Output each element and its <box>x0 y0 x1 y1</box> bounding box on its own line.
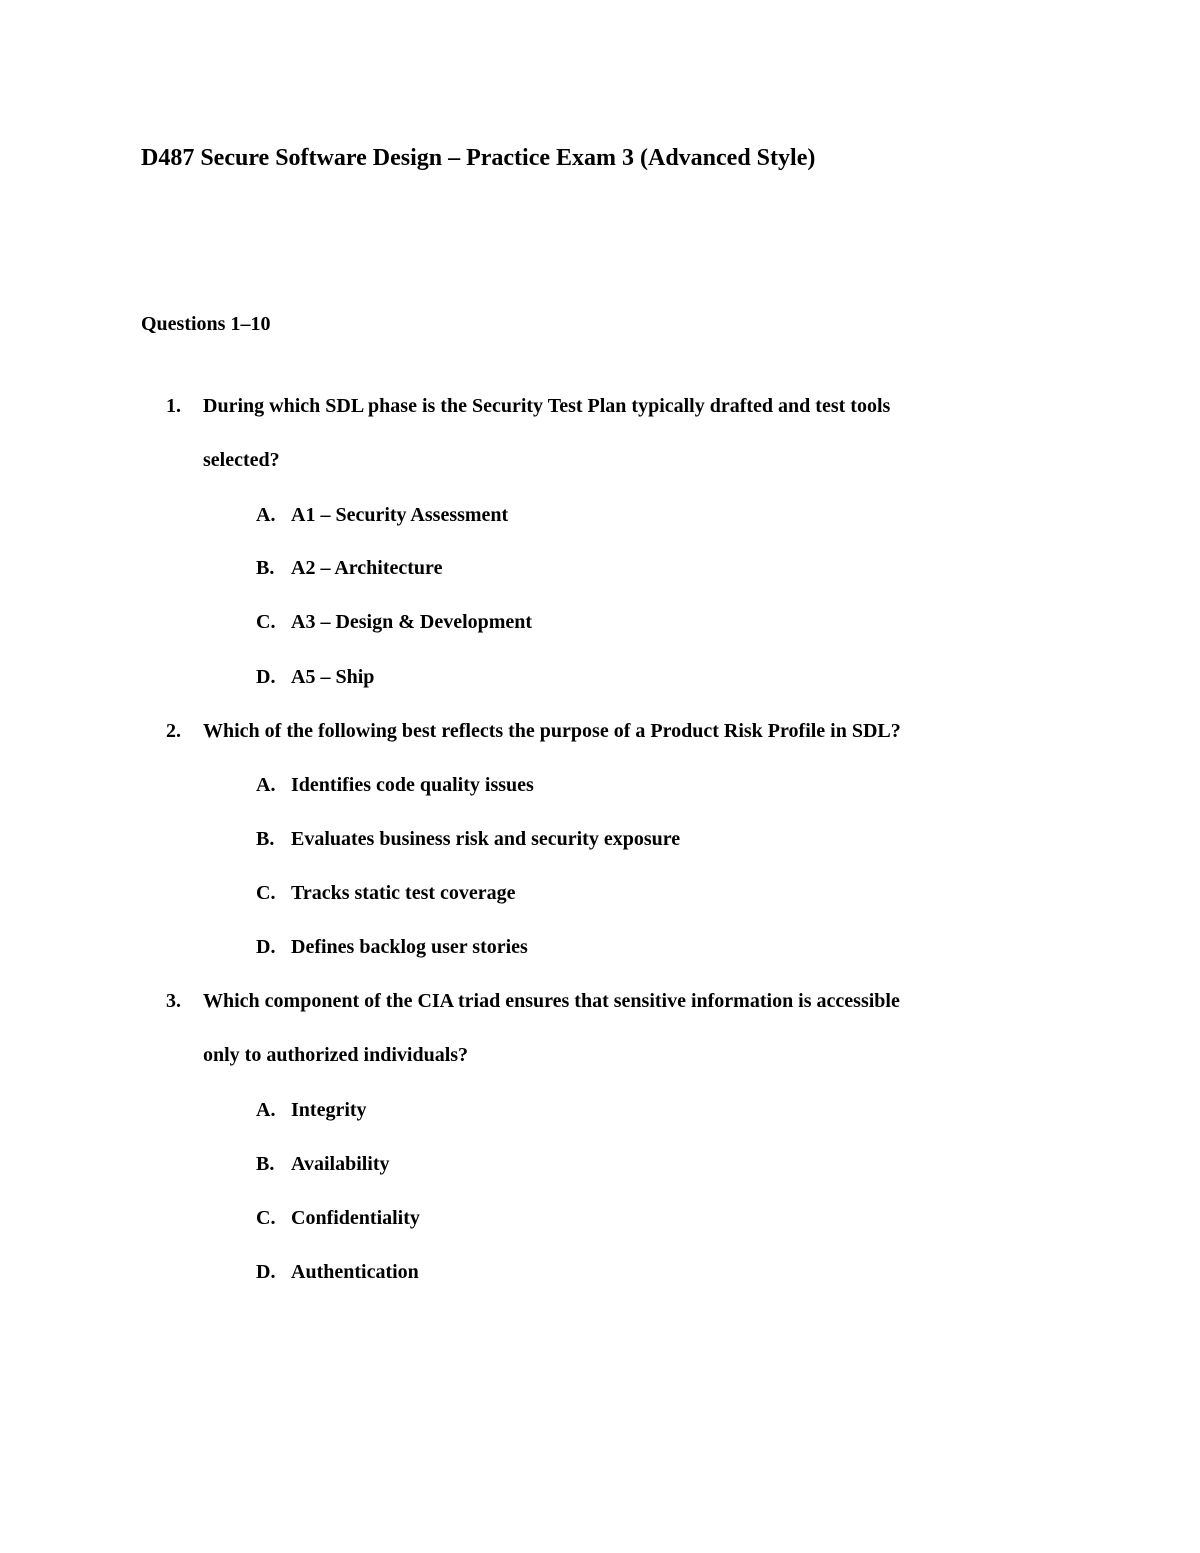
option-text: A2 – Architecture <box>291 557 443 579</box>
option-text: Authentication <box>291 1261 419 1283</box>
option-text: Defines backlog user stories <box>291 936 528 958</box>
option-text: Integrity <box>291 1099 367 1121</box>
page-title: D487 Secure Software Design – Practice Exam 3 (Advanced Style) <box>141 145 816 171</box>
option-letter: C. <box>256 1207 276 1229</box>
option-text: A3 – Design & Development <box>291 611 533 633</box>
option-text: Availability <box>291 1153 390 1175</box>
answer-option <box>256 770 534 800</box>
question-text-line: During which SDL phase is the Security Test Plan typically drafted and test tools <box>203 395 891 417</box>
option-letter: A. <box>256 504 276 526</box>
option-letter: B. <box>256 557 275 579</box>
option-letter: A. <box>256 774 276 796</box>
question-text-line: Which of the following best reflects the purpose of a Product Risk Profile in SDL? <box>203 720 901 742</box>
option-text: Identifies code quality issues <box>291 774 534 796</box>
option-letter: B. <box>256 1153 275 1175</box>
question-number: 1. <box>166 395 181 417</box>
option-text: Confidentiality <box>291 1207 420 1229</box>
option-text: Evaluates business risk and security exposure <box>291 828 681 850</box>
answer-option <box>256 607 532 637</box>
answer-option <box>256 1095 367 1125</box>
question-number: 2. <box>166 720 181 742</box>
answer-option <box>256 662 374 692</box>
answer-option <box>256 1257 419 1287</box>
question-text-line: only to authorized individuals? <box>203 1044 469 1066</box>
option-text: A1 – Security Assessment <box>291 504 509 526</box>
question-text-line: Which component of the CIA triad ensures that sensitive information is accessible <box>203 990 900 1012</box>
answer-option <box>256 824 680 854</box>
answer-option <box>256 500 508 530</box>
option-letter: C. <box>256 611 276 633</box>
answer-option <box>256 878 516 908</box>
option-letter: D. <box>256 666 276 688</box>
option-text: Tracks static test coverage <box>291 882 516 904</box>
option-letter: B. <box>256 828 275 850</box>
answer-option <box>256 553 442 583</box>
question-text-line: selected? <box>203 449 280 471</box>
answer-option <box>256 932 528 962</box>
option-letter: A. <box>256 1099 276 1121</box>
section-heading: Questions 1–10 <box>141 313 271 335</box>
option-letter: D. <box>256 1261 276 1283</box>
option-text: A5 – Ship <box>291 666 375 688</box>
question-number: 3. <box>166 990 181 1012</box>
option-letter: C. <box>256 882 276 904</box>
option-letter: D. <box>256 936 276 958</box>
answer-option <box>256 1203 420 1233</box>
answer-option <box>256 1149 390 1179</box>
